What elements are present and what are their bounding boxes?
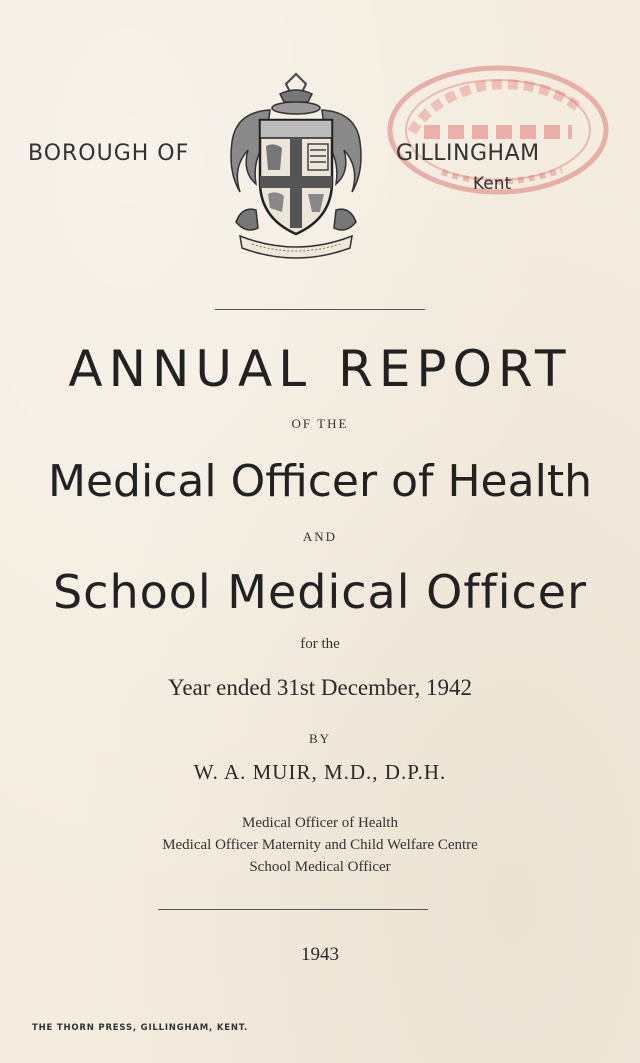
author-role: Medical Officer of Health: [242, 815, 398, 831]
by-label: BY: [308, 731, 332, 746]
printer-imprint: THE THORN PRESS, GILLINGHAM, KENT.: [32, 1023, 249, 1033]
school-officer-title: School Medical Officer: [52, 565, 588, 619]
divider-bottom: [158, 909, 428, 910]
and-label: AND: [302, 529, 338, 544]
year-ended-line: Year ended 31st December, 1942: [168, 675, 472, 700]
title-word-report: REPORT: [338, 340, 572, 398]
divider-top: [215, 309, 425, 310]
author-name: W. A. MUIR, M.D., D.P.H.: [193, 760, 447, 784]
author-role: Medical Officer Maternity and Child Welfare Centre: [162, 837, 478, 853]
title-word-annual: ANNUAL: [68, 340, 313, 398]
for-the-label: for the: [300, 636, 340, 652]
author-role: School Medical Officer: [249, 859, 391, 875]
publication-year: 1943: [301, 944, 339, 965]
annual-report-title: [0, 340, 640, 398]
coat-of-arms-icon: [222, 72, 370, 262]
of-the-label: OF THE: [291, 416, 349, 431]
medical-officer-title: Medical Officer of Health: [48, 456, 592, 507]
county-name: Kent: [473, 174, 512, 194]
borough-label: BOROUGH OF: [28, 141, 190, 166]
town-name: GILLINGHAM: [396, 141, 540, 166]
